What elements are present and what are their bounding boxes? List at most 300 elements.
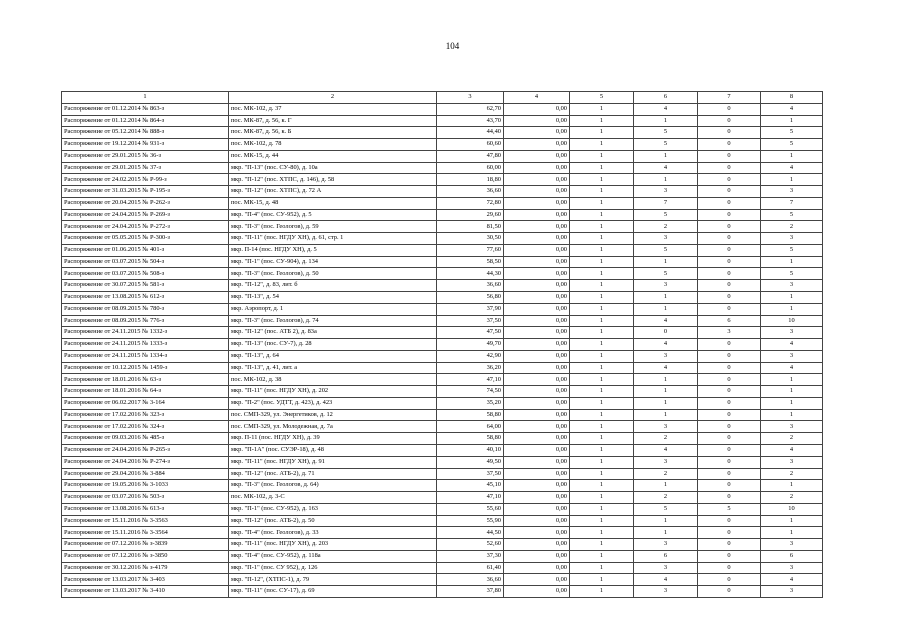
count-cell: 3 <box>634 456 698 468</box>
total-cell: 1 <box>761 256 823 268</box>
total-cell: 2 <box>761 433 823 445</box>
value-cell: 0,00 <box>504 433 570 445</box>
address-cell: мкр. "П-4" (пос. Геологов), д. 33 <box>229 527 437 539</box>
address-cell: мкр. "П-3" (пос. Геологов, д. 64) <box>229 480 437 492</box>
table-row <box>62 115 823 127</box>
total-cell: 4 <box>761 444 823 456</box>
count-cell: 1 <box>634 374 698 386</box>
count-cell: 0 <box>698 115 761 127</box>
value-cell: 0,00 <box>504 480 570 492</box>
address-cell: мкр. "П-13" (пос. СУ-7), д. 28 <box>229 339 437 351</box>
count-cell: 0 <box>698 221 761 233</box>
count-cell: 1 <box>570 433 634 445</box>
count-cell: 1 <box>570 268 634 280</box>
document-cell: Распоряжение от 09.03.2016 № 485-з <box>62 433 229 445</box>
document-cell: Распоряжение от 01.12.2014 № 863-з <box>62 103 229 115</box>
count-cell: 4 <box>634 444 698 456</box>
count-cell: 2 <box>634 492 698 504</box>
document-cell: Распоряжение от 03.07.2015 № 504-з <box>62 256 229 268</box>
count-cell: 1 <box>570 397 634 409</box>
address-cell: пос. МК-87, д. 56, к. Б <box>229 127 437 139</box>
total-cell: 3 <box>761 562 823 574</box>
count-cell: 4 <box>634 315 698 327</box>
count-cell: 1 <box>570 539 634 551</box>
count-cell: 1 <box>570 327 634 339</box>
column-header: 4 <box>504 92 570 104</box>
area-cell: 49,50 <box>437 456 504 468</box>
count-cell: 1 <box>570 186 634 198</box>
value-cell: 0,00 <box>504 221 570 233</box>
table-row <box>62 256 823 268</box>
document-cell: Распоряжение от 10.12.2015 № 1459-з <box>62 362 229 374</box>
count-cell: 1 <box>570 586 634 598</box>
address-cell: мкр. "П-3" (пос. Геологов), д. 59 <box>229 221 437 233</box>
count-cell: 0 <box>698 350 761 362</box>
count-cell: 4 <box>634 362 698 374</box>
count-cell: 0 <box>698 433 761 445</box>
area-cell: 45,10 <box>437 480 504 492</box>
count-cell: 1 <box>570 444 634 456</box>
area-cell: 44,40 <box>437 127 504 139</box>
table-row <box>62 539 823 551</box>
address-cell: пос. МК-102, д. 78 <box>229 139 437 151</box>
total-cell: 1 <box>761 115 823 127</box>
count-cell: 3 <box>634 350 698 362</box>
count-cell: 0 <box>698 492 761 504</box>
value-cell: 0,00 <box>504 115 570 127</box>
total-cell: 3 <box>761 280 823 292</box>
total-cell: 1 <box>761 397 823 409</box>
count-cell: 1 <box>570 174 634 186</box>
table-row <box>62 303 823 315</box>
count-cell: 0 <box>698 103 761 115</box>
table-row <box>62 221 823 233</box>
document-cell: Распоряжение от 24.11.2015 № 1334-з <box>62 350 229 362</box>
count-cell: 0 <box>698 362 761 374</box>
document-cell: Распоряжение от 29.04.2016 № 3-884 <box>62 468 229 480</box>
total-cell: 1 <box>761 150 823 162</box>
count-cell: 1 <box>570 515 634 527</box>
value-cell: 0,00 <box>504 527 570 539</box>
count-cell: 0 <box>698 562 761 574</box>
document-cell: Распоряжение от 08.09.2015 № 780-з <box>62 303 229 315</box>
table-row <box>62 186 823 198</box>
area-cell: 44,30 <box>437 268 504 280</box>
value-cell: 0,00 <box>504 268 570 280</box>
count-cell: 1 <box>634 527 698 539</box>
address-cell: пос. СМП-329, ул. Молодежная, д. 7а <box>229 421 437 433</box>
count-cell: 0 <box>698 339 761 351</box>
count-cell: 5 <box>634 127 698 139</box>
count-cell: 0 <box>698 150 761 162</box>
document-cell: Распоряжение от 24.04.2015 № Р-269-з <box>62 209 229 221</box>
document-cell: Распоряжение от 08.09.2015 № 776-з <box>62 315 229 327</box>
count-cell: 1 <box>634 115 698 127</box>
count-cell: 0 <box>698 268 761 280</box>
value-cell: 0,00 <box>504 586 570 598</box>
total-cell: 5 <box>761 244 823 256</box>
value-cell: 0,00 <box>504 456 570 468</box>
count-cell: 1 <box>634 386 698 398</box>
document-cell: Распоряжение от 07.12.2016 № з-3850 <box>62 550 229 562</box>
count-cell: 0 <box>698 409 761 421</box>
total-cell: 10 <box>761 315 823 327</box>
document-cell: Распоряжение от 31.03.2015 № Р-195-з <box>62 186 229 198</box>
area-cell: 62,70 <box>437 103 504 115</box>
count-cell: 1 <box>570 480 634 492</box>
count-cell: 2 <box>634 433 698 445</box>
count-cell: 3 <box>698 327 761 339</box>
value-cell: 0,00 <box>504 280 570 292</box>
document-cell: Распоряжение от 13.08.2015 № 612-з <box>62 292 229 304</box>
count-cell: 0 <box>698 292 761 304</box>
document-cell: Распоряжение от 30.12.2016 № з-4179 <box>62 562 229 574</box>
address-cell: пос. МК-87, д. 56, к. Г <box>229 115 437 127</box>
address-cell: мкр. "П-12" (пос. ХТПС, д. 146), д. 58 <box>229 174 437 186</box>
table-row <box>62 197 823 209</box>
count-cell: 1 <box>570 421 634 433</box>
table-row <box>62 562 823 574</box>
table-row <box>62 339 823 351</box>
total-cell: 10 <box>761 503 823 515</box>
count-cell: 0 <box>698 303 761 315</box>
area-cell: 72,80 <box>437 197 504 209</box>
address-cell: пос. МК-102, д. 3-С <box>229 492 437 504</box>
area-cell: 37,50 <box>437 468 504 480</box>
document-cell: Распоряжение от 29.01.2015 № 36-з <box>62 150 229 162</box>
address-cell: мкр. "П-1А" (пос. СУЭР-18), д. 48 <box>229 444 437 456</box>
count-cell: 1 <box>570 221 634 233</box>
total-cell: 6 <box>761 550 823 562</box>
table-row <box>62 397 823 409</box>
count-cell: 1 <box>570 280 634 292</box>
document-cell: Распоряжение от 15.11.2016 № 3-3563 <box>62 515 229 527</box>
count-cell: 1 <box>570 550 634 562</box>
address-cell: пос. МК-15, д. 48 <box>229 197 437 209</box>
count-cell: 1 <box>570 468 634 480</box>
count-cell: 0 <box>698 233 761 245</box>
table-row <box>62 456 823 468</box>
table-row <box>62 292 823 304</box>
address-cell: мкр. "П-12", д. 83, лит. б <box>229 280 437 292</box>
document-cell: Распоряжение от 01.12.2014 № 864-з <box>62 115 229 127</box>
value-cell: 0,00 <box>504 103 570 115</box>
value-cell: 0,00 <box>504 468 570 480</box>
count-cell: 0 <box>698 397 761 409</box>
count-cell: 3 <box>634 233 698 245</box>
total-cell: 2 <box>761 221 823 233</box>
address-cell: мкр. "П-11" (пос. НГДУ ХН), д. 202 <box>229 386 437 398</box>
column-header: 6 <box>634 92 698 104</box>
count-cell: 5 <box>634 139 698 151</box>
count-cell: 0 <box>698 586 761 598</box>
total-cell: 4 <box>761 162 823 174</box>
value-cell: 0,00 <box>504 174 570 186</box>
count-cell: 3 <box>634 186 698 198</box>
count-cell: 1 <box>570 150 634 162</box>
document-cell: Распоряжение от 13.03.2017 № 3-410 <box>62 586 229 598</box>
count-cell: 5 <box>698 503 761 515</box>
area-cell: 52,60 <box>437 539 504 551</box>
document-cell: Распоряжение от 20.04.2015 № Р-262-з <box>62 197 229 209</box>
count-cell: 0 <box>698 174 761 186</box>
document-cell: Распоряжение от 06.02.2017 № 3-164 <box>62 397 229 409</box>
count-cell: 1 <box>634 256 698 268</box>
table-row <box>62 409 823 421</box>
total-cell: 3 <box>761 350 823 362</box>
count-cell: 0 <box>698 444 761 456</box>
count-cell: 0 <box>698 244 761 256</box>
value-cell: 0,00 <box>504 244 570 256</box>
total-cell: 5 <box>761 268 823 280</box>
count-cell: 0 <box>698 280 761 292</box>
total-cell: 3 <box>761 456 823 468</box>
value-cell: 0,00 <box>504 444 570 456</box>
count-cell: 1 <box>634 397 698 409</box>
table-row <box>62 468 823 480</box>
count-cell: 0 <box>698 374 761 386</box>
count-cell: 0 <box>698 456 761 468</box>
area-cell: 37,50 <box>437 315 504 327</box>
count-cell: 1 <box>634 150 698 162</box>
value-cell: 0,00 <box>504 139 570 151</box>
count-cell: 1 <box>570 197 634 209</box>
table-row <box>62 574 823 586</box>
count-cell: 0 <box>698 550 761 562</box>
count-cell: 3 <box>634 280 698 292</box>
table-row <box>62 480 823 492</box>
value-cell: 0,00 <box>504 492 570 504</box>
address-cell: мкр. "П-1" (пос. СУ-952), д. 163 <box>229 503 437 515</box>
table-row <box>62 233 823 245</box>
area-cell: 43,70 <box>437 115 504 127</box>
value-cell: 0,00 <box>504 150 570 162</box>
count-cell: 4 <box>634 162 698 174</box>
count-cell: 1 <box>570 209 634 221</box>
table-row <box>62 127 823 139</box>
table-row <box>62 150 823 162</box>
document-cell: Распоряжение от 24.02.2015 № Р-99-з <box>62 174 229 186</box>
table-row <box>62 492 823 504</box>
total-cell: 1 <box>761 174 823 186</box>
value-cell: 0,00 <box>504 127 570 139</box>
count-cell: 1 <box>570 350 634 362</box>
table-row <box>62 280 823 292</box>
area-cell: 60,00 <box>437 162 504 174</box>
total-cell: 2 <box>761 492 823 504</box>
area-cell: 55,60 <box>437 503 504 515</box>
table-row <box>62 362 823 374</box>
address-cell: мкр. "П-11" (пос. НГДУ ХН), д. 203 <box>229 539 437 551</box>
value-cell: 0,00 <box>504 303 570 315</box>
count-cell: 3 <box>634 586 698 598</box>
document-cell: Распоряжение от 18.01.2016 № 64-з <box>62 386 229 398</box>
document-cell: Распоряжение от 19.12.2014 № 931-з <box>62 139 229 151</box>
table-row <box>62 527 823 539</box>
value-cell: 0,00 <box>504 421 570 433</box>
area-cell: 30,50 <box>437 233 504 245</box>
area-cell: 36,60 <box>437 280 504 292</box>
count-cell: 0 <box>698 574 761 586</box>
column-header: 1 <box>62 92 229 104</box>
value-cell: 0,00 <box>504 162 570 174</box>
value-cell: 0,00 <box>504 503 570 515</box>
total-cell: 1 <box>761 515 823 527</box>
count-cell: 1 <box>570 244 634 256</box>
value-cell: 0,00 <box>504 386 570 398</box>
count-cell: 1 <box>634 292 698 304</box>
total-cell: 5 <box>761 127 823 139</box>
address-cell: мкр. "П-12" (пос. АТБ-2), д. 50 <box>229 515 437 527</box>
area-cell: 40,10 <box>437 444 504 456</box>
count-cell: 5 <box>634 268 698 280</box>
total-cell: 1 <box>761 303 823 315</box>
count-cell: 5 <box>634 503 698 515</box>
total-cell: 3 <box>761 539 823 551</box>
count-cell: 2 <box>634 468 698 480</box>
value-cell: 0,00 <box>504 197 570 209</box>
total-cell: 2 <box>761 468 823 480</box>
total-cell: 5 <box>761 139 823 151</box>
count-cell: 0 <box>698 468 761 480</box>
count-cell: 0 <box>698 421 761 433</box>
count-cell: 1 <box>570 115 634 127</box>
count-cell: 1 <box>570 386 634 398</box>
document-cell: Распоряжение от 29.01.2015 № 37-з <box>62 162 229 174</box>
document-cell: Распоряжение от 24.11.2015 № 1332-з <box>62 327 229 339</box>
count-cell: 6 <box>634 550 698 562</box>
count-cell: 1 <box>634 174 698 186</box>
area-cell: 64,00 <box>437 421 504 433</box>
area-cell: 37,80 <box>437 586 504 598</box>
area-cell: 36,60 <box>437 186 504 198</box>
count-cell: 0 <box>698 127 761 139</box>
count-cell: 4 <box>634 339 698 351</box>
count-cell: 0 <box>698 480 761 492</box>
count-cell: 3 <box>634 562 698 574</box>
count-cell: 1 <box>570 562 634 574</box>
document-cell: Распоряжение от 07.12.2016 № з-3839 <box>62 539 229 551</box>
count-cell: 4 <box>634 103 698 115</box>
count-cell: 1 <box>570 456 634 468</box>
count-cell: 1 <box>570 127 634 139</box>
document-cell: Распоряжение от 05.05.2015 № Р-300-з <box>62 233 229 245</box>
total-cell: 7 <box>761 197 823 209</box>
count-cell: 0 <box>698 527 761 539</box>
count-cell: 1 <box>570 339 634 351</box>
table-row <box>62 503 823 515</box>
column-header: 7 <box>698 92 761 104</box>
count-cell: 1 <box>570 233 634 245</box>
count-cell: 7 <box>634 197 698 209</box>
value-cell: 0,00 <box>504 292 570 304</box>
address-cell: мкр. "П-12" (пос. АТБ-2), д. 71 <box>229 468 437 480</box>
count-cell: 5 <box>634 209 698 221</box>
area-cell: 44,50 <box>437 527 504 539</box>
area-cell: 60,60 <box>437 139 504 151</box>
table-row <box>62 386 823 398</box>
address-cell: мкр. "П-11" (пос. НГДУ ХН), д. 91 <box>229 456 437 468</box>
count-cell: 0 <box>634 327 698 339</box>
table-body <box>62 103 823 597</box>
count-cell: 1 <box>570 374 634 386</box>
address-cell: мкр. П-11 (пос. НГДУ ХН), д. 39 <box>229 433 437 445</box>
count-cell: 6 <box>698 315 761 327</box>
table-row <box>62 421 823 433</box>
document-cell: Распоряжение от 17.02.2016 № 324-з <box>62 421 229 433</box>
address-cell: мкр. "П-3" (пос. Геологов), д. 74 <box>229 315 437 327</box>
count-cell: 1 <box>634 480 698 492</box>
address-cell: мкр. "П-2" (пос. УДТТ, д. 423), д. 423 <box>229 397 437 409</box>
table-row <box>62 174 823 186</box>
address-cell: мкр. "П-13", д. 54 <box>229 292 437 304</box>
address-cell: мкр. "П-4" (пос. СУ-952), д. 118а <box>229 550 437 562</box>
value-cell: 0,00 <box>504 233 570 245</box>
document-cell: Распоряжение от 01.06.2015 № 401-з <box>62 244 229 256</box>
count-cell: 1 <box>570 574 634 586</box>
total-cell: 1 <box>761 409 823 421</box>
count-cell: 1 <box>570 315 634 327</box>
document-cell: Распоряжение от 03.07.2015 № 508-з <box>62 268 229 280</box>
count-cell: 0 <box>698 162 761 174</box>
value-cell: 0,00 <box>504 515 570 527</box>
table-row <box>62 586 823 598</box>
value-cell: 0,00 <box>504 397 570 409</box>
count-cell: 1 <box>570 409 634 421</box>
count-cell: 3 <box>634 421 698 433</box>
document-cell: Распоряжение от 30.07.2015 № 581-з <box>62 280 229 292</box>
address-cell: мкр. "П-13", д. 64 <box>229 350 437 362</box>
address-cell: мкр. "П-4" (пос. СУ-952), д. 5 <box>229 209 437 221</box>
total-cell: 3 <box>761 586 823 598</box>
address-cell: мкр. Аэропорт, д. 1 <box>229 303 437 315</box>
count-cell: 1 <box>570 303 634 315</box>
address-cell: мкр. "П-12" (пос. АТБ 2), д. 83а <box>229 327 437 339</box>
document-cell: Распоряжение от 17.02.2016 № 323-з <box>62 409 229 421</box>
document-cell: Распоряжение от 24.04.2016 № Р-265-з <box>62 444 229 456</box>
table-row <box>62 374 823 386</box>
table-row <box>62 315 823 327</box>
page-number: 104 <box>445 41 460 51</box>
column-header: 2 <box>229 92 437 104</box>
total-cell: 1 <box>761 386 823 398</box>
table-row <box>62 327 823 339</box>
address-cell: мкр. "П-13" (пос. СУ-80), д. 10а <box>229 162 437 174</box>
table-row <box>62 444 823 456</box>
count-cell: 1 <box>570 292 634 304</box>
table-row <box>62 515 823 527</box>
total-cell: 1 <box>761 480 823 492</box>
area-cell: 29,60 <box>437 209 504 221</box>
area-cell: 56,80 <box>437 292 504 304</box>
count-cell: 1 <box>570 492 634 504</box>
area-cell: 77,60 <box>437 244 504 256</box>
address-cell: мкр. "П-12" (пос. ХТПС), д. 72 А <box>229 186 437 198</box>
value-cell: 0,00 <box>504 574 570 586</box>
area-cell: 74,50 <box>437 386 504 398</box>
count-cell: 0 <box>698 539 761 551</box>
area-cell: 37,90 <box>437 303 504 315</box>
area-cell: 49,70 <box>437 339 504 351</box>
count-cell: 1 <box>570 162 634 174</box>
area-cell: 36,60 <box>437 574 504 586</box>
area-cell: 58,50 <box>437 256 504 268</box>
table-header-row <box>62 92 823 104</box>
count-cell: 0 <box>698 139 761 151</box>
count-cell: 5 <box>634 244 698 256</box>
total-cell: 3 <box>761 186 823 198</box>
count-cell: 1 <box>570 362 634 374</box>
